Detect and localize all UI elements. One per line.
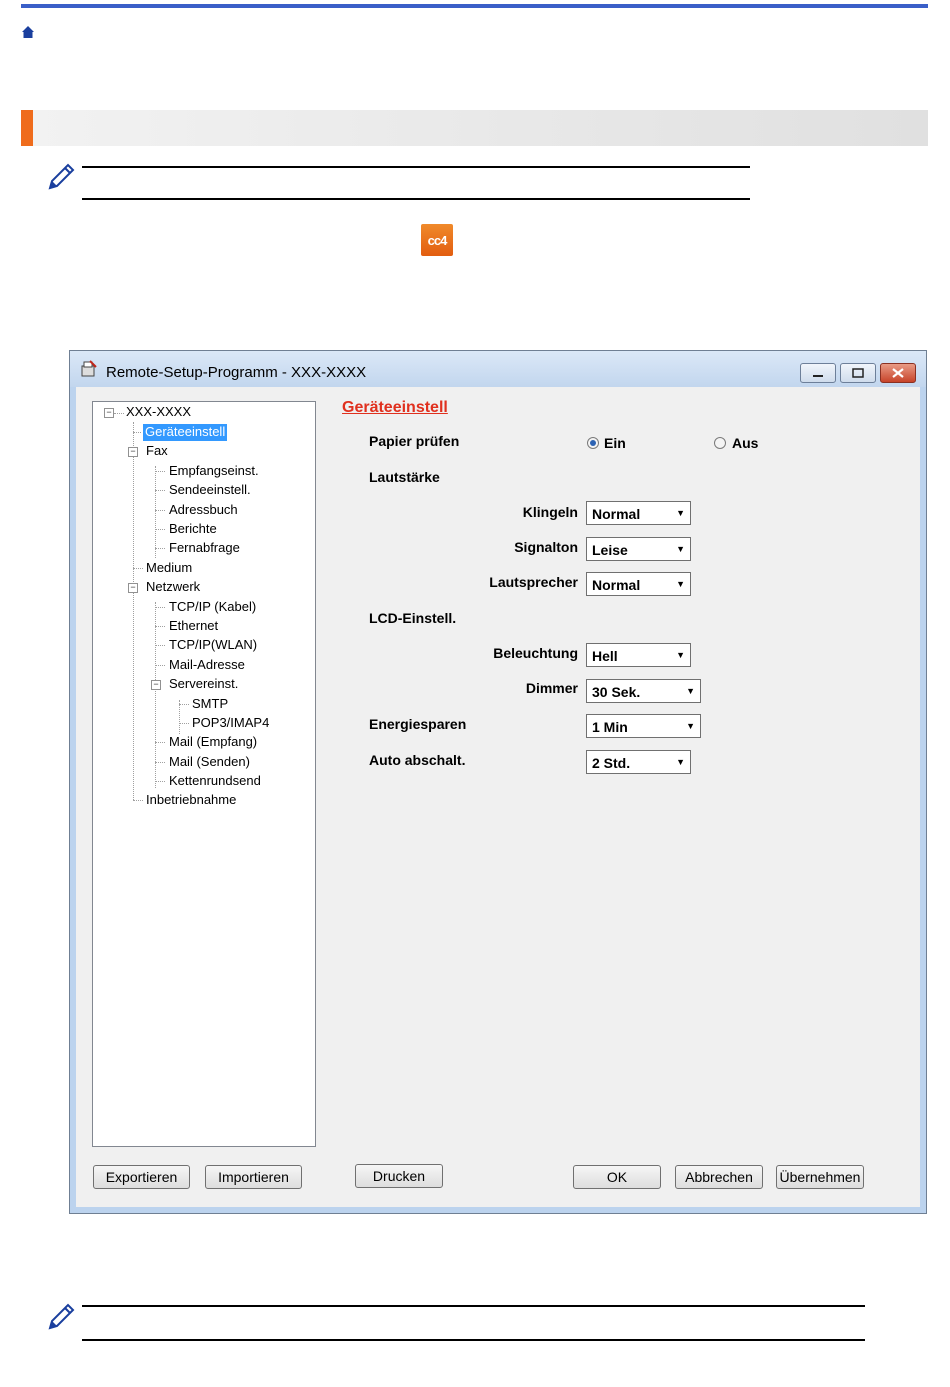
maximize-button[interactable] — [840, 363, 876, 383]
paper-check-label: Papier prüfen — [369, 433, 460, 449]
dialog-titlebar[interactable] — [70, 351, 926, 387]
dropdown-arrow-icon: ▼ — [676, 508, 685, 518]
paper-check-off-label[interactable]: Aus — [732, 435, 759, 451]
dropdown-arrow-icon: ▼ — [676, 757, 685, 767]
speaker-volume-select[interactable] — [586, 572, 691, 596]
ok-button[interactable]: OK — [573, 1165, 661, 1189]
tree-item-inbetriebnahme[interactable]: Inbetriebnahme — [146, 792, 237, 807]
paper-check-on-label[interactable]: Ein — [604, 435, 626, 451]
dialog-client-area — [76, 387, 920, 1207]
dimmer-label: Dimmer — [525, 680, 578, 696]
tree-item-mail-senden[interactable]: Mail (Senden) — [169, 754, 250, 769]
cc4-icon — [421, 224, 453, 256]
volume-heading: Lautstärke — [369, 469, 440, 485]
dropdown-arrow-icon: ▼ — [676, 544, 685, 554]
apply-button[interactable]: Übernehmen — [776, 1165, 864, 1189]
import-button[interactable]: Importieren — [205, 1165, 302, 1189]
speaker-volume-value: Normal — [592, 577, 641, 593]
ring-volume-value: Normal — [592, 506, 641, 522]
lcd-heading: LCD-Einstell. — [369, 610, 457, 626]
section-accent — [21, 110, 33, 146]
dropdown-arrow-icon: ▼ — [676, 650, 685, 660]
paper-check-on-radio[interactable] — [587, 437, 599, 449]
pencil-icon — [44, 1300, 78, 1334]
print-button[interactable]: Drucken — [355, 1164, 443, 1188]
backlight-select[interactable] — [586, 643, 691, 667]
tree-item-fernabfrage[interactable]: Fernabfrage — [169, 540, 240, 555]
tree-item-geraeteeinstell[interactable]: Geräteeinstell — [145, 424, 226, 439]
tree-collapse-icon[interactable]: − — [104, 408, 114, 418]
tree-item-fax[interactable]: Fax — [146, 443, 168, 458]
tree-item-empfangseinst[interactable]: Empfangseinst. — [169, 463, 259, 478]
cancel-button[interactable]: Abbrechen — [675, 1165, 763, 1189]
dialog-title: Remote-Setup-Programm - XXX-XXXX — [106, 364, 367, 381]
close-icon — [881, 364, 915, 382]
tree-collapse-icon[interactable]: − — [151, 680, 161, 690]
auto-off-value: 2 Std. — [592, 755, 631, 771]
tree-item-mail-adresse[interactable]: Mail-Adresse — [169, 657, 245, 672]
export-button[interactable]: Exportieren — [93, 1165, 190, 1189]
minimize-button[interactable] — [800, 363, 836, 383]
speaker-volume-label: Lautsprecher — [489, 574, 578, 590]
dropdown-arrow-icon: ▼ — [676, 579, 685, 589]
sleep-value: 1 Min — [592, 719, 628, 735]
close-button[interactable] — [880, 363, 916, 383]
ring-volume-label: Klingeln — [522, 504, 578, 520]
home-icon[interactable] — [21, 25, 35, 39]
remote-setup-dialog — [69, 350, 927, 1214]
paper-check-off-radio[interactable] — [714, 437, 726, 449]
dropdown-arrow-icon: ▼ — [686, 686, 695, 696]
tree-item-adressbuch[interactable]: Adressbuch — [169, 502, 238, 517]
cc4-icon-label: cc4 — [427, 232, 447, 248]
app-icon — [80, 360, 98, 378]
note-top-rule — [82, 166, 750, 168]
tree-item-pop3-imap4[interactable]: POP3/IMAP4 — [192, 715, 270, 730]
sleep-label: Energiesparen — [369, 716, 467, 732]
ring-volume-select[interactable] — [586, 501, 691, 525]
tree-collapse-icon[interactable]: − — [128, 583, 138, 593]
dropdown-arrow-icon: ▼ — [686, 721, 695, 731]
note-top-rule — [82, 1305, 865, 1307]
tree-item-netzwerk[interactable]: Netzwerk — [146, 579, 201, 594]
top-accent-bar — [21, 4, 928, 8]
tree-item-tcpip-wlan[interactable]: TCP/IP(WLAN) — [169, 637, 258, 652]
tree-item-sendeeinstell[interactable]: Sendeeinstell. — [169, 482, 251, 497]
tree-item-mail-empfang[interactable]: Mail (Empfang) — [169, 734, 258, 749]
pencil-icon — [44, 160, 78, 194]
dimmer-value: 30 Sek. — [592, 684, 641, 700]
tree-item-kettenrundsend[interactable]: Kettenrundsend — [169, 773, 261, 788]
sleep-select[interactable] — [586, 714, 701, 738]
tree-item-servereinst[interactable]: Servereinst. — [169, 676, 239, 691]
note-bottom-rule — [82, 198, 750, 200]
maximize-icon — [841, 364, 875, 382]
pane-title: Geräteeinstell — [342, 399, 448, 416]
note-bottom-rule — [82, 1339, 865, 1341]
section-heading-bar — [21, 110, 928, 146]
auto-off-select[interactable] — [586, 750, 691, 774]
tree-item-berichte[interactable]: Berichte — [169, 521, 217, 536]
settings-tree[interactable] — [92, 401, 316, 1147]
tree-item-medium[interactable]: Medium — [146, 560, 193, 575]
tree-item-tcpip-kabel[interactable]: TCP/IP (Kabel) — [169, 599, 257, 614]
tree-root[interactable]: XXX-XXXX — [126, 404, 192, 419]
backlight-value: Hell — [592, 648, 618, 664]
minimize-icon — [801, 364, 835, 382]
beep-volume-label: Signalton — [514, 539, 578, 555]
tree-item-smtp[interactable]: SMTP — [192, 696, 229, 711]
beep-volume-select[interactable] — [586, 537, 691, 561]
backlight-label: Beleuchtung — [493, 645, 578, 661]
tree-collapse-icon[interactable]: − — [128, 447, 138, 457]
beep-volume-value: Leise — [592, 542, 628, 558]
dimmer-select[interactable] — [586, 679, 701, 703]
tree-item-ethernet[interactable]: Ethernet — [169, 618, 219, 633]
auto-off-label: Auto abschalt. — [369, 752, 466, 768]
